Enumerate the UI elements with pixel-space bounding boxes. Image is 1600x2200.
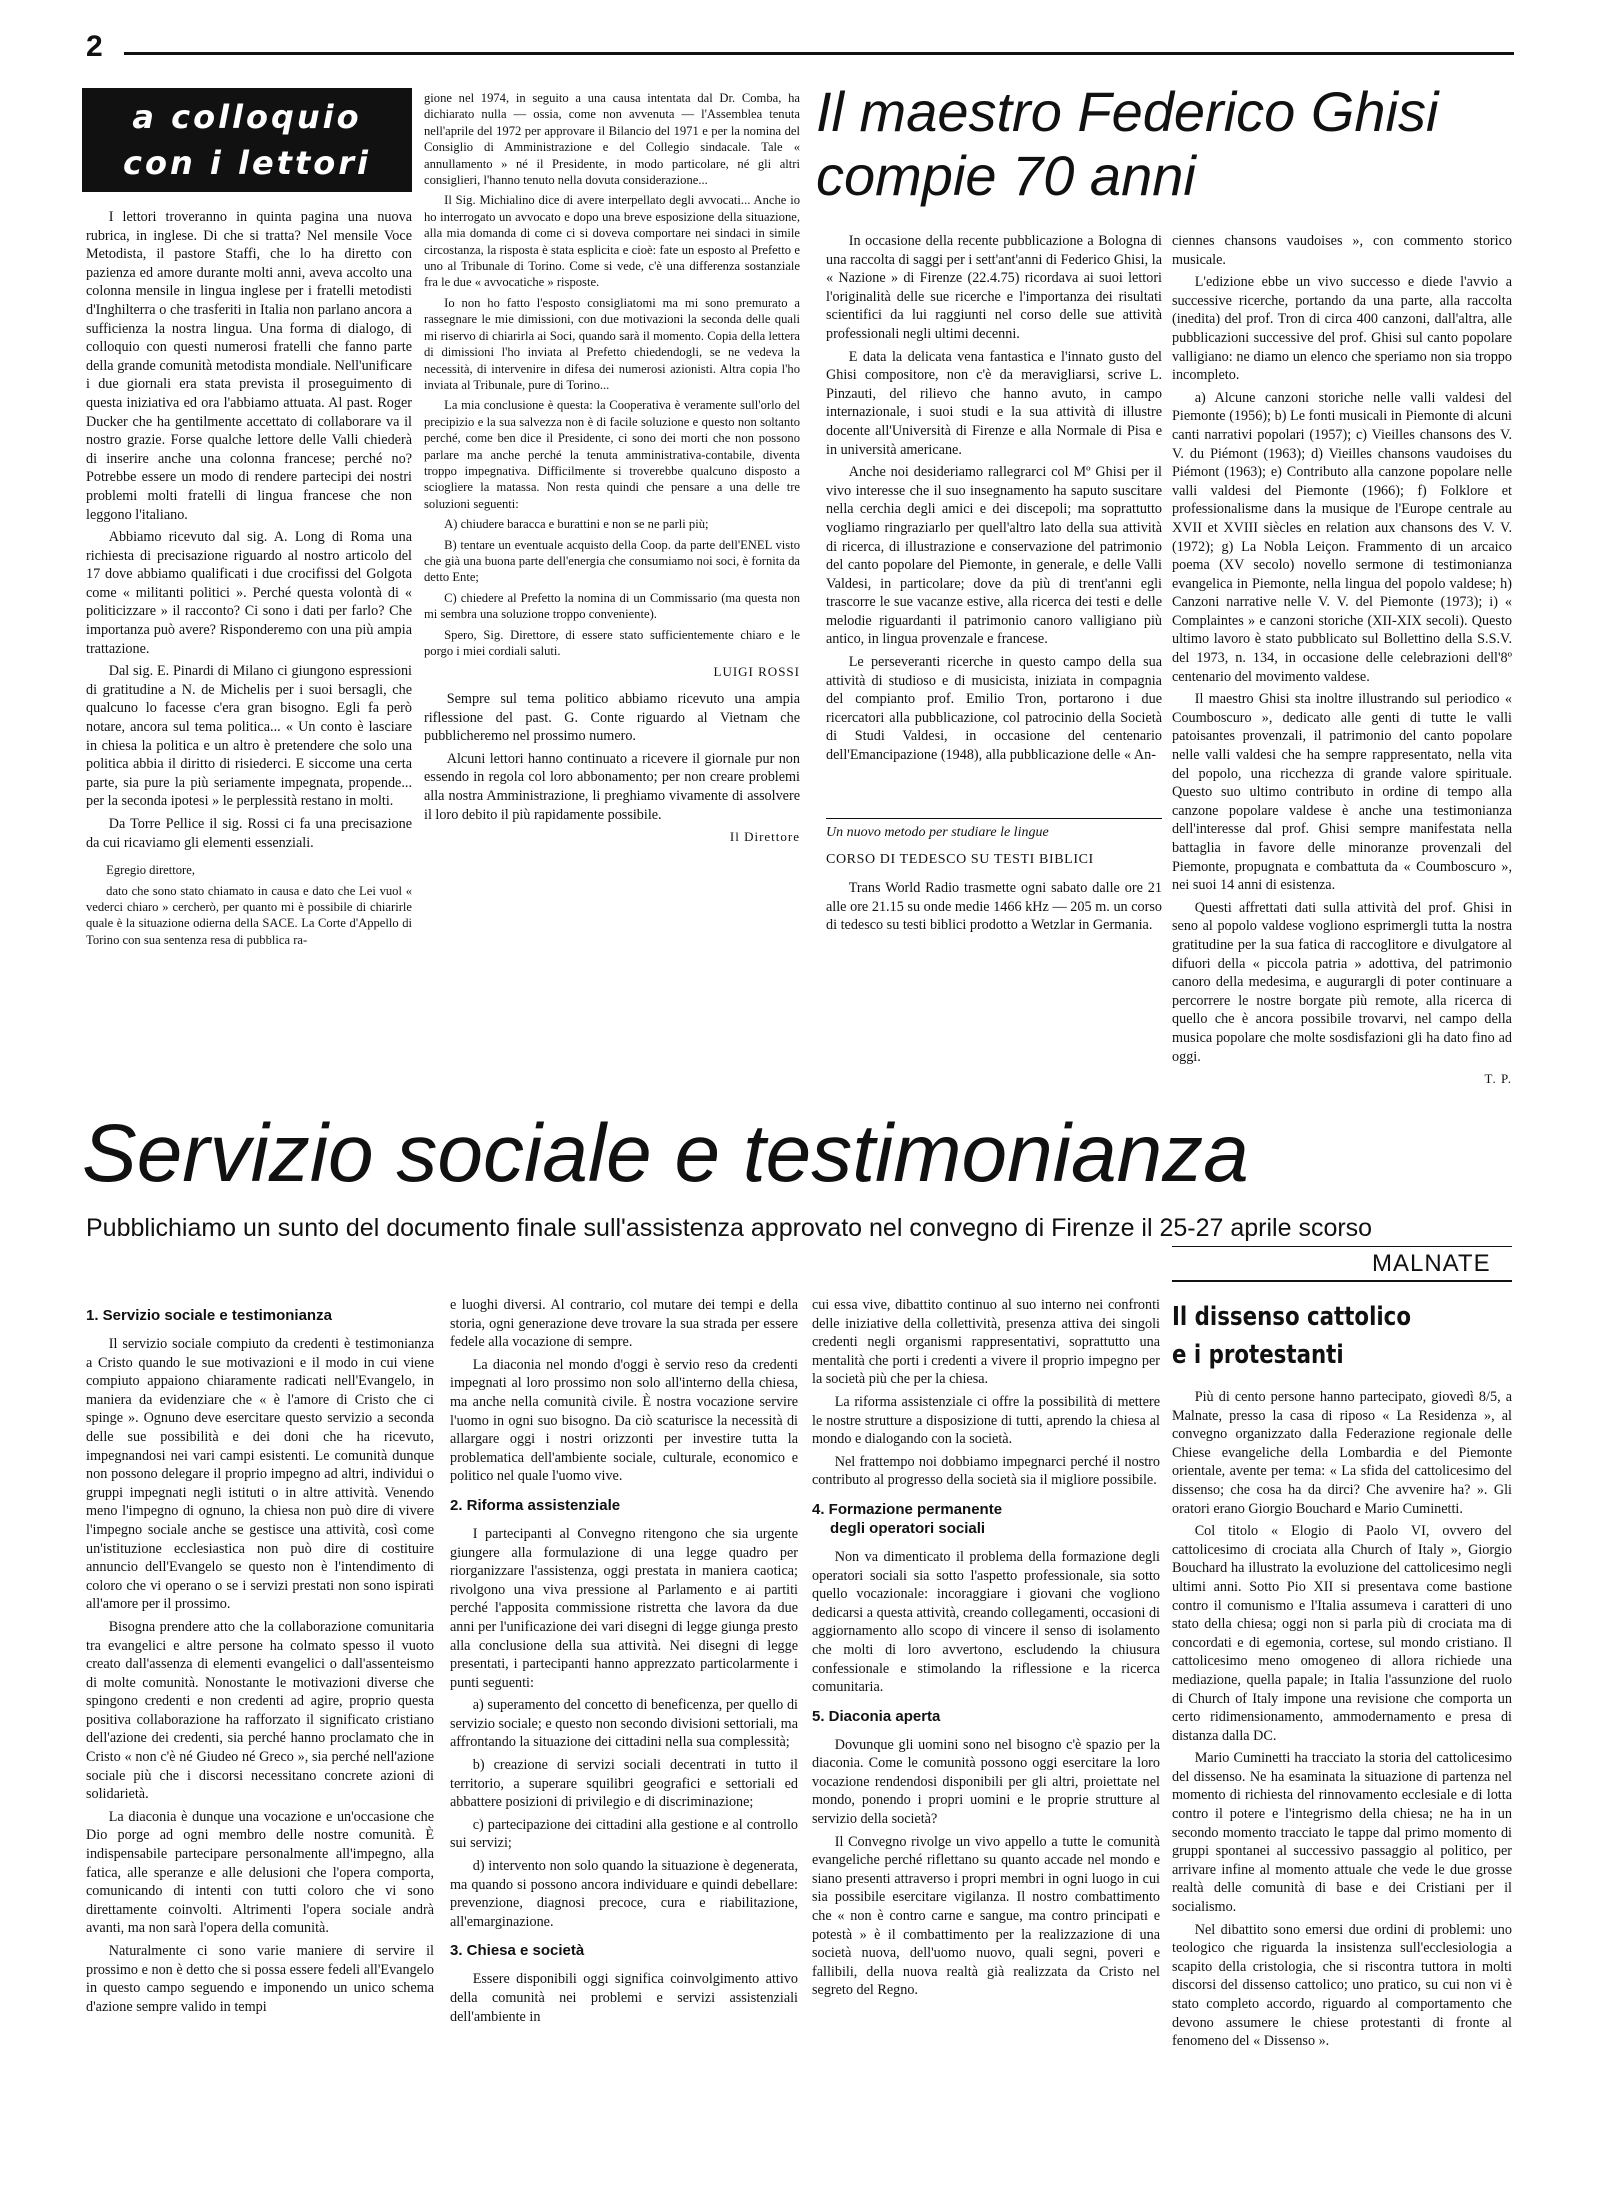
malnate-label: MALNATE — [1372, 1250, 1491, 1277]
ghisi-paragraph: E data la delicata vena fantastica e l'innato gusto del Ghisi compositore, non c'è da meravigliarsi, scrive L. Pinzauti, del rilievo che hanno avuto, in campo internazionale, i suoi studi e la sua attività di illustre docente all'Università di Firenze e alla Normale di Pisa e in università americane. — [826, 348, 1162, 458]
servizio-paragraph: Essere disponibili oggi significa coinvolgimento attivo della comunità nei problemi e servizi assistenziali dell'ambiente in — [450, 1971, 798, 2025]
top-rule — [124, 52, 1514, 55]
letters-paragraph: Sempre sul tema politico abbiamo ricevuto una ampia riflessione del past. G. Conte riguardo al Vietnam che pubblicheremo nel prossimo numero. — [424, 691, 800, 745]
servizio-paragraph: Il servizio sociale compiuto da credenti è testimonianza a Cristo quando le sue motivazioni e il modo in cui viene compiuto appaiono chiaramente radicati nell'Evangelo, in maniera da evidenziare che « è l'amore di Cristo che ci spinge ». Ognuno deve esercitare questo servizio a seconda delle sue possibilità e dei doni che ha ricevuto, impegnandosi nei vari campi esistenti. Le comunità dunque non possono delegare il proprio impegno ad altri, individui o gruppi impegnati negli istituti o in altre attività. Venendo meno l'impegno di ognuno, la chiesa non può dire di vivere l'impegno sociale anche se gestisce una attività, così come un'istituzione ecclesiastica non può dire di costituire annuncio dell'Evangelo se questo non è l'intendimento di coloro che vi operano o se i servizi prestati non sono ispirati all'amore per il prossimo. — [86, 1336, 434, 1613]
malnate-paragraph: Nel dibattito sono emersi due ordini di problemi: uno teologico che riguarda la insistenza sull'ecclesiologia a scapito della cristologia, che si riscontra tuttora in molti discorsi del dissenso cattolico; uno pratico, su cui non vi è stato completo accordo, riguardo al comportamento che devono assumere le chiese protestanti di fronte al fenomeno del « Dissenso ». — [1172, 1921, 1512, 2050]
letters-paragraph: I lettori troveranno in quinta pagina una nuova rubrica, in inglese. Di che si tratta? Nel mensile Voce Metodista, il pastore Staffi, che lo ha diretto con pazienza ed amore durante molti anni, aveva accolto una colonna mensile in lingua inglese per i fratelli metodisti d'Inghilterra o che trasferiti in Italia non parlano ancora a sufficienza la nostra lingua. Una forma di dialogo, di colloquio con questi numerosi fratelli che fanno parte della grande comunità metodista mondiale. Nell'unificare i due giornali era stata prevista il proseguimento di questa iniziativa ed ora l'abbiamo attuata. Al past. Roger Ducker che ha gentilmente accettato di collaborare va il nostro grazie. Forse qualche lettore delle Valli chiederà di inserire anche una colonna francese; perché no? Potrebbe essere un modo di rendere partecipi dei nostri problemi molti fratelli di lingua francese che non leggono l'italiano. — [86, 209, 412, 523]
ghisi-paragraph: Questi affrettati dati sulla attività del prof. Ghisi in seno al popolo valdese vogliono esprimergli tutta la nostra gratitudine per la sua fatica di raccoglitore e divulgatore al difuori della « piccola patria » adottiva, del patrimonio canoro della medesima, e augurargli di poter continuare a percorrere le nostre borgate più remote, alla ricerca di quello che è ancora possibile trovarvi, nel campo della musica popolare che molte sosdisfazioni gli ha dato fino ad oggi. — [1172, 899, 1512, 1065]
malnate-rule — [1172, 1246, 1512, 1247]
servizio-paragraph: cui essa vive, dibattito continuo al suo interno nei confronti delle iniziative della collettività, presenza attiva dei singoli credenti negli organismi rappresentativi, soprattutto una mentalità che porti i credenti a vivere il proprio impegno per la società più che per la chiesa. — [812, 1297, 1160, 1388]
letter-paragraph: La mia conclusione è questa: la Cooperativa è veramente sull'orlo del precipizio e la sua salvezza non è di facile soluzione e questo non soltanto perché, come ben dice il Presidente, ci sono dei morti che non possono parlare ma anche perché la tenuta amministrativa-contabile, diventa troppo impegnativa. Difficilmente si troverebbe qualcuno disposto a sciogliere la matassa. Non resta quindi che pensare a una delle tre soluzioni seguenti: — [424, 398, 800, 511]
malnate-paragraph: Col titolo « Elogio di Paolo VI, ovvero del cattolicesimo di crociata alla Church of Italy », Giorgio Bouchard ha illustrato la evoluzione del cattolicesimo negli ultimi anni. Sotto Pio XII si presentava come bastione contro il comunismo e l'Italia assumeva i caratteri di uno stato della chiesa; oggi non si parla più di crociata ma di concordati e di egemonia, cortese, sul mondo cristiano. Il cattolicesimo meno omogeneo di allora richiede una mediazione, quella papale; in Italia l'assunzione del ruolo di Church of Italy impone una revisione che comporta un certo ridimensionamento, ammodernamento e presa di distanza dalla DC. — [1172, 1523, 1512, 1744]
section-heading: 2. Riforma assistenziale — [450, 1496, 621, 1514]
letter-option: A) chiudere baracca e burattini e non se ne parli più; — [444, 517, 709, 532]
servizio-paragraph: Il Convegno rivolge un vivo appello a tutte le comunità evangeliche perché riflettano su quanto accade nel mondo e siano presenti attraverso i propri membri in ogni luogo in cui sia possibile esercitare vigilanza. Il nostro combattimento che « non è contro carne e sangue, ma contro principati e potestà » è il combattimento per la realizzazione di una società nuova, dell'uomo nuovo, quali segni, poveri e fallibili, della nuova realtà già realizzata da Cristo nel segreto del Regno. — [812, 1833, 1160, 1999]
section-heading-line: degli operatori sociali — [830, 1519, 986, 1537]
letters-header-line1: a colloquio — [132, 98, 362, 136]
malnate-headline-line: Il dissenso cattolico — [1172, 1302, 1411, 1332]
tedesco-rule — [826, 818, 1162, 819]
malnate-paragraph: Mario Cuminetti ha tracciato la storia del cattolicesimo del dissenso. Ne ha esaminata la situazione di partenza nel momento di richiesta del rinnovamento ecclesiale e di lotta contro il potere e l'integrismo della chiesa; ne ha in un secondo momento tracciato le tappe dal primo momento di gruppi spontanei al successivo passaggio al politico, per arrivare infine al momento attuale che vede le due grosse realtà delle comunità di base e dei Cristiani per il socialismo. — [1172, 1750, 1512, 1916]
letters-paragraph: Dal sig. E. Pinardi di Milano ci giungono espressioni di gratitudine a N. de Michelis per i suoi bersagli, che qualcuno lo facesse c'era gran bisogno. Egli fa però notare, ancora sul tema politica... « Un conto è lasciare in chiesa la politica e un altro è pretendere che solo una politica abbia il diritto di risiederci. E siccome una certa parte, sia pure la più seriamente impegnata, propende... per la seconda ipotesi » le perplessità restano in molti. — [86, 663, 412, 810]
malnate-headline-line: e i protestanti — [1172, 1340, 1344, 1370]
editor-signature: Il Direttore — [729, 829, 800, 845]
ghisi-paragraph: Le perseveranti ricerche in questo campo della sua attività di studioso e di musicista, iniziata in compagnia del compianto prof. Emilio Tron, portarono i due ricercatori alla pubblicazione, col patrocinio della Società di Studi Valdesi, in occasione del centenario dell'Emancipazione (1948), alla pubblicazione delle « An- — [826, 654, 1162, 764]
letters-header-line2: con i lettori — [123, 144, 371, 182]
malnate-headline — [1172, 1298, 1451, 1374]
ghisi-paragraph: L'edizione ebbe un vivo successo e diede l'avvio a successive ricerche, portando da una parte, alla raccolta (inedita) del prof. Tron di circa 400 canzoni, dall'altra, alle pubblicazioni successive del prof. Ghisi sul canto popolare valligiano: ne diamo un elenco che speriamo non sia troppo incompleto. — [1172, 274, 1512, 384]
tedesco-box — [826, 824, 1162, 1094]
section-heading: 1. Servizio sociale e testimonianza — [86, 1307, 332, 1324]
servizio-column-3 — [812, 1296, 1160, 2180]
servizio-list-item: d) intervento non solo quando la situazione è degenerata, ma quando si possono ancora individuare e quindi debellare: prevenzione, diagnosi precoce, cura e riabilitazione, all'emarginazione. — [450, 1858, 798, 1930]
servizio-column-2 — [450, 1296, 798, 2180]
servizio-paragraph: e luoghi diversi. Al contrario, col mutare dei tempi e della storia, ogni generazione deve trovare la sua strada per essere fedele alla vocazione di sempre. — [450, 1297, 798, 1351]
page-number: 2 — [86, 30, 103, 63]
letter-paragraph: gione nel 1974, in seguito a una causa intentata dal Dr. Comba, ha dichiarato nulla — ossia, come non avvenuta — l'Assemblea tenuta nell'aprile del 1972 per approvare il Bilancio del 1971 e per la nomina del Consiglio di Amministrazione e del Collegio sindacale. Tale « annullamento » né il Presidente, in modo particolare, né gli altri consiglieri, l'hanno tenuto nella dovuta considerazione... — [424, 91, 800, 188]
servizio-list-item: a) superamento del concetto di beneficenza, per quello di servizio sociale; e questo non secondo divisioni settoriali, ma affrontando la situazione dei cittadini nella sua complessità; — [450, 1697, 798, 1751]
servizio-headline: Servizio sociale e testimonianza — [82, 1108, 1249, 1199]
letters-column-2 — [424, 90, 800, 1080]
servizio-paragraph: La diaconia è dunque una vocazione e un'occasione che Dio porge ad ogni membro delle nostre comunità. È indispensabile partecipare personalmente all'impegno, alla fatica, alle speranze e alle delusioni che l'opera comporta, comunicando di intenti con tutti coloro che vi sono direttamente coinvolti. Altrimenti l'opera sociale andrà avanti, ma non sarà l'opera della comunità. — [86, 1808, 434, 1937]
ghisi-column-1 — [826, 232, 1162, 810]
section-heading: 3. Chiesa e società — [450, 1942, 585, 1960]
letter-salutation: Egregio direttore, — [106, 863, 195, 878]
servizio-column-1 — [86, 1296, 434, 2180]
ghisi-paragraph: a) Alcune canzoni storiche nelle valli valdesi del Piemonte (1956); b) Le fonti musicali in Piemonte di alcuni canti narrativi popolari (1957); c) Vieilles chansons des V. V. du Piémont (1963); d) Vieilles chansons vaudoises du Piémont (1963); e) Contributo alla canzone popolare nelle valli valdesi del Piemonte (1966); f) Folklore et professionalisme dans la musique de l'Europe centrale au XVII et XVIII siècles en relation aux chansons des V. V. (1972); g) La Nobla Leiçon. Frammento di un arcaico poema (XV secolo) novello sermone di testimonianza evangelica in Piemonte, nella lingua del popolo valdese; h) Canzoni narrative nelle V. V. del Piemonte (1973); i) « Complaintes » e canzoni storiche (XII-XIX secoli). Questo ultimo lavoro è stato pubblicato sul Bollettino della S.S.V. del 1973, n. 134, in occasione delle celebrazioni dell'8º centenario del movimento valdese. — [1172, 389, 1512, 685]
servizio-list-item: c) partecipazione dei cittadini alla gestione e al controllo sui servizi; — [450, 1816, 798, 1852]
servizio-paragraph: Naturalmente ci sono varie maniere di servire il prossimo e non è detto che si possa essere fedeli all'Evangelo in questo campo seguendo e imponendo un unico schema d'azione sempre valido in tempi — [86, 1943, 434, 2015]
letter-option: B) tentare un eventuale acquisto della Coop. da parte dell'ENEL visto che già una buona parte dell'energia che consumiamo noi soci, è fornita da detto Ente; — [424, 537, 800, 585]
servizio-paragraph: Bisogna prendere atto che la collaborazione comunitaria tra evangelici e altre persone ha colmato spesso il vuoto creato dall'assenza di elementi evangelici o dall'assenteismo di molte comunità. Nonostante le motivazioni diverse che spingono credenti e non credenti ad agire, proprio questa positiva collaborazione ha rafforzato il significato cristiano dell'azione dei credenti, sia perché hanno proclamato che in Cristo « non c'è né Giudeo né Greco », sia perché nell'azione sociale più che i discorsi necessitano concrete azioni di solidarietà. — [86, 1618, 434, 1803]
ghisi-paragraph: Anche noi desideriamo rallegrarci col Mº Ghisi per il vivo interesse che il suo insegnamento ha saputo suscitare nella cerchia degli amici e dei discepoli; ma soprattutto vogliamo ringraziarlo per quell'altro lato della sua attività di ricerca, di illustrazione e conservazione del patrimonio del canto popolare del Piemonte, in generale, e delle Valli Valdesi, in particolare; dove da più di trent'anni egli trascorre le sue vacanze estive, alla ricerca dei testi e delle melodie riguardanti il patrimonio canoro valligiano più antico, in lingua provenzale e francese. — [826, 464, 1162, 648]
letters-paragraph: Abbiamo ricevuto dal sig. A. Long di Roma una richiesta di precisazione riguardo al nostro articolo del 17 dove abbiamo qualificati i due crocifissi del Golgota come « militanti politici ». Perché questa volontà di « politicizzare » il racconto? Ci sono i dati per farlo? Che importanza può avere? Risponderemo con una più ampia trattazione. — [86, 529, 412, 657]
section-heading: 5. Diaconia aperta — [812, 1707, 941, 1725]
ghisi-paragraph: ciennes chansons vaudoises », con commento storico musicale. — [1172, 233, 1512, 268]
letters-column-1 — [86, 208, 412, 1078]
letter-paragraph: Io non ho fatto l'esposto consigliatomi ma mi sono premurato a rassegnare le mie dimissioni, con due motivazioni la seconda delle quali mi riservo di chiarirla ai Soci, quando sarà il momento. Copia della lettera di dimissioni l'ho inviata al Prefetto chiedendogli, se ne vedeva la necessità, di intervenire in difesa dei numerosi azionisti. Altra copia l'ho inviata al Tribunale, pure di Torino... — [424, 295, 800, 392]
servizio-paragraph: Dovunque gli uomini sono nel bisogno c'è spazio per la diaconia. Come le comunità possono oggi esercitare la loro vocazione rendendosi disponibili per gli altri, proiettate nel mondo, ponendo i propri uomini e le proprie strutture al servizio della società? — [812, 1736, 1160, 1828]
ghisi-signature: T. P. — [1484, 1071, 1512, 1087]
servizio-list-item: b) creazione di servizi sociali decentrati in tutto il territorio, a superare squilibri geografici e settoriali ed abbattere posizioni di privilegio e di discriminazione; — [450, 1757, 798, 1811]
ghisi-headline: Il maestro Federico Ghisi compie 70 anni — [816, 80, 1439, 207]
letter-option: C) chiedere al Prefetto la nomina di un Commissario (ma questa non mi sembra una soluzione troppo conveniente). — [424, 590, 800, 622]
tedesco-body: Trans World Radio trasmette ogni sabato dalle ore 21 alle ore 21.15 su onde medie 1466 kHz — 205 m. un corso di tedesco su testi biblici prodotto a Wetzlar in Germania. — [826, 880, 1162, 934]
servizio-paragraph: I partecipanti al Convegno ritengono che sia urgente giungere alla formulazione di una legge quadro per riorganizzare l'assistenza, oggi prestata in maniera caotica; rivolgono una viva pressione al Parlamento e ai partiti perché l'apposita commissione ristretta che lavora da due anni per l'unificazione dei vari disegni di legge giunga presto alla conclusione della sua attività. Nei disegni di legge presentati, i partecipanti hanno apprezzato particolarmente i punti seguenti: — [450, 1525, 798, 1691]
servizio-paragraph: Nel frattempo noi dobbiamo impegnarci perché il nostro contributo al progresso della società sia il migliore possibile. — [812, 1453, 1160, 1489]
servizio-paragraph: Non va dimenticato il problema della formazione degli operatori sociali sia sotto l'aspetto professionale, sia sotto quello vocazionale: incoraggiare i giovani che vogliono dedicarsi a questa attività, creando collegamenti, occasioni di aggiornamento allo scopo di vincere il senso di isolamento che molti di loro avvertono, escludendo la chiusura confessionale e stimolando la riflessione e la ricerca comunitaria. — [812, 1548, 1160, 1696]
letter-signature: LUIGI ROSSI — [713, 664, 800, 680]
letter-paragraph: Spero, Sig. Direttore, di essere stato sufficientemente chiaro e le porgo i miei cordiali saluti. — [424, 627, 800, 658]
ghisi-paragraph: Il maestro Ghisi sta inoltre illustrando sul periodico « Coumboscuro », dedicato alle genti di tutte le valli patoisantes provenzali, il patrimonio del canto popolare nelle valli valdesi che ha sempre rappresentato, nella vita del popolo, una ricchezza di grande valore spirituale. Questo suo ultimo contributo in ordine di tempo alla canzone popolare valdese è anche una testimonianza dell'interesse dal prof. Ghisi sempre manifestata nella battaglia in favore delle minoranze provenzali del Piemonte, propugnata e combattuta da « Coumboscuro », nei suoi 14 anni di esistenza. — [1172, 691, 1512, 894]
letters-column-header — [82, 88, 412, 192]
ghisi-column-2 — [1172, 232, 1512, 1218]
tedesco-title: CORSO DI TEDESCO SU TESTI BIBLICI — [826, 851, 1094, 867]
ghisi-paragraph: In occasione della recente pubblicazione a Bologna di una raccolta di saggi per i sett'ant'anni di Federico Ghisi, la « Nazione » di Firenze (22.4.75) ricordava ai suoi lettori l'originalità delle sue ricerche e l'importanza dei risultati scientifici da lui raggiunti nel corso delle sue attività professionali negli ultimi decenni. — [826, 233, 1162, 342]
malnate-column — [1172, 1388, 1512, 2178]
servizio-paragraph: La riforma assistenziale ci offre la possibilità di mettere le nostre strutture a disposizione di tutti, aprendo la chiesa al mondo e dialogando con la società. — [812, 1393, 1160, 1448]
malnate-rule — [1172, 1280, 1512, 1282]
letters-paragraph: Da Torre Pellice il sig. Rossi ci fa una precisazione da cui ricaviamo gli elementi essenziali. — [86, 816, 412, 851]
section-heading — [812, 1500, 1160, 1538]
section-heading-line: 4. Formazione permanente — [812, 1500, 1003, 1518]
malnate-paragraph: Più di cento persone hanno partecipato, giovedì 8/5, a Malnate, presso la casa di riposo « La Residenza », al convegno organizzato dalla Federazione regionale delle Chiese evangeliche della Lombardia e del Piemonte orientale, avente per tema: « La sfida del cattolicesimo del dissenso; che cosa ha da dirci? Che avvenire ha? ». Gli oratori erano Giorgio Bouchard e Mario Cuminetti. — [1172, 1389, 1512, 1517]
letter-paragraph: Il Sig. Michialino dice di avere interpellato degli avvocati... Anche io ho interrogato un avvocato e dopo una breve esposizione della situazione, alla mia domanda di come ci si doveva comportare nei sindaci in simile circostanza, la risposta è stata esplicita e cioè: fate un esposto al Prefetto e uno al Tribunale di Torino. Come si vede, c'è una differenza sostanziale fra le due « avvocatiche » risposte. — [424, 193, 800, 290]
letters-paragraph: Alcuni lettori hanno continuato a ricevere il giornale pur non essendo in regola col loro abbonamento; per non creare problemi alla nostra Amministrazione, li preghiamo vivamente di assolvere il loro debito il più rapidamente possibile. — [424, 750, 800, 823]
servizio-paragraph: La diaconia nel mondo d'oggi è servio reso da credenti impegnati al loro prossimo non solo all'interno della chiesa, ma anche nella comunità civile. È nostra vocazione servire l'uomo in ogni suo bisogno. Da ciò scaturisce la necessità di allargare oggi i nostri orizzonti per investire tutta la problematica dell'ambiente sociale, culturale, economico e politico nel quale l'uomo vive. — [450, 1356, 798, 1485]
tedesco-kicker: Un nuovo metodo per studiare le lingue — [826, 825, 1049, 840]
letter-paragraph: dato che sono stato chiamato in causa e dato che Lei vuol « vederci chiaro » cercherò, per quanto mi è possibile di chiarirle quale è la situazione odierna della SACE. La Corte d'Appello di Torino con sua sentenza resa di pubblica ra- — [86, 883, 412, 947]
servizio-subhead: Pubblichiamo un sunto del documento finale sull'assistenza approvato nel convegno di Firenze il 25-27 aprile scorso — [86, 1214, 1373, 1242]
